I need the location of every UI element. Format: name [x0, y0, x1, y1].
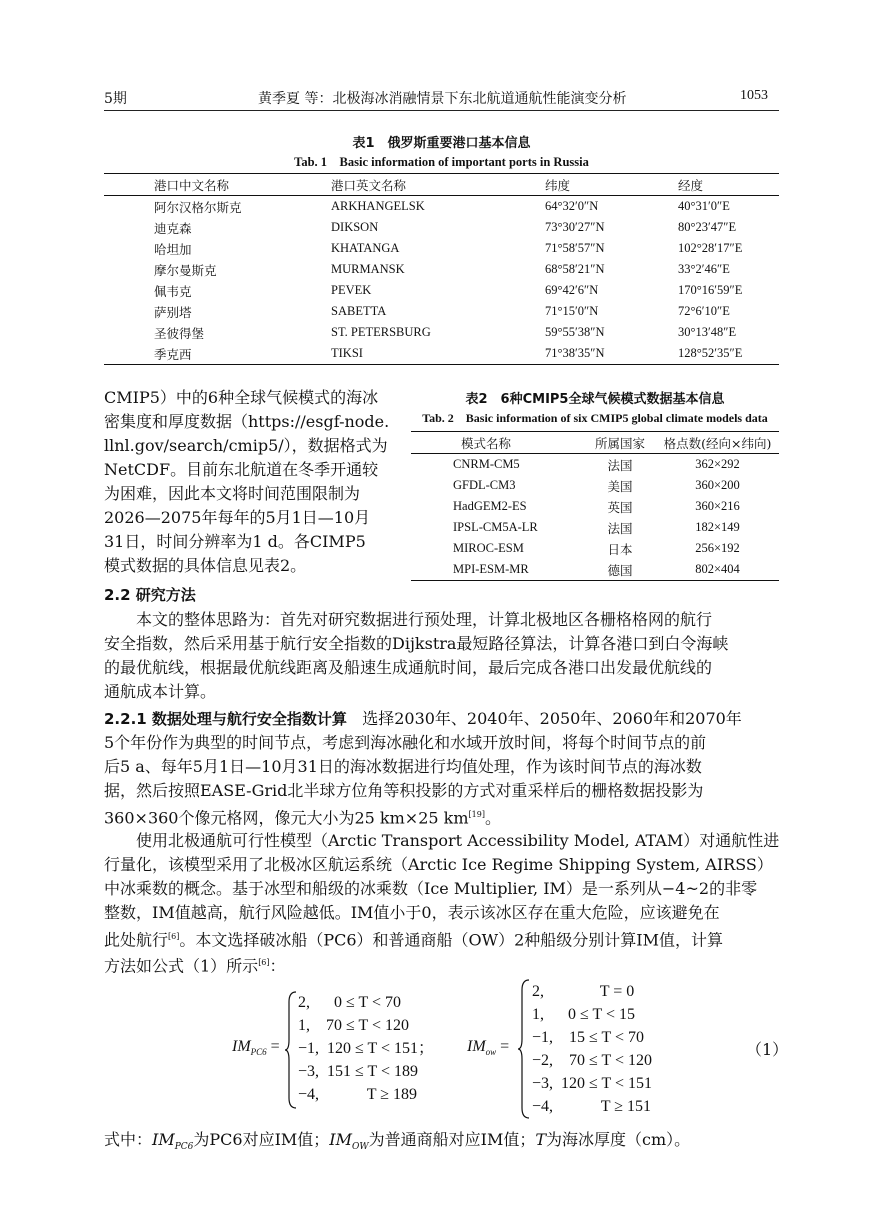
table-row: [411, 517, 779, 538]
left-brace-icon: [284, 990, 298, 1110]
table-row: [104, 196, 779, 218]
text-line: 通航成本计算。: [104, 682, 217, 701]
text-line: llnl.gov/search/cmip5/），数据格式为: [104, 436, 388, 455]
equation-lhs-ow: [467, 1038, 509, 1057]
section-2-2-1-first-line: [104, 707, 779, 731]
im-subscript: OW: [352, 1142, 369, 1153]
equals-sign: =: [270, 1038, 280, 1055]
table-cell: MURMANSK: [331, 262, 405, 276]
text-line: 模式数据的具体信息见表2。: [104, 556, 307, 575]
table-cell: MPI-ESM-MR: [453, 562, 529, 576]
section-heading-2-2: 2.2 研究方法: [104, 586, 196, 604]
table-cell: ST. PETERSBURG: [331, 325, 431, 339]
table-row: [104, 301, 779, 322]
equation-case: −1, 120 ≤ T < 151；: [298, 1040, 435, 1057]
table-cell: 圣彼得堡: [154, 325, 205, 341]
table-cell: SABETTA: [331, 304, 387, 318]
table-cell: TIKSI: [331, 346, 363, 360]
im-subscript: PC6: [250, 1047, 267, 1058]
issue-number: 5期: [104, 91, 127, 107]
table-cell: 法国: [607, 457, 633, 473]
equation-lhs-pc6: [232, 1038, 280, 1057]
section-heading-2-2-1: 2.2.1 数据处理与航行安全指数计算: [104, 710, 347, 728]
text-line: 密集度和厚度数据（https://esgf-node.: [104, 412, 390, 431]
table-cell: 英国: [607, 499, 633, 515]
table-header-cell: 模式名称: [461, 435, 512, 451]
table2-caption-en: Tab. 2 Basic information of six CMIP5 global climate models data: [422, 411, 768, 425]
running-title: 黄季夏 等：北极海冰消融情景下东北航道通航性能演变分析: [258, 91, 627, 107]
table-cell: 170°16′59″E: [678, 283, 743, 297]
table-row: [104, 343, 779, 365]
text-line: 的最优航线，根据最优航线距离及船速生成通航时间，最后完成各港口出发最优航线的: [104, 658, 713, 677]
equation-case: −1, 15 ≤ T < 70: [532, 1029, 645, 1046]
text-line: 行量化，该模型采用了北极冰区航运系统（Arctic Ice Regime Shipping System, AIRSS）: [104, 855, 773, 874]
left-brace-icon: [517, 978, 531, 1120]
table-header-row: [104, 174, 779, 196]
t-symbol: T: [535, 1130, 547, 1149]
table-cell: IPSL-CM5A-LR: [453, 520, 538, 534]
equation-cases-pc6: [298, 991, 434, 1106]
atam-paragraph: [104, 829, 779, 925]
text-line: 为困难，因此本文将时间范围限制为: [104, 484, 361, 503]
table-cell: 71°38′35″N: [545, 346, 605, 360]
table-cell: 102°28′17″E: [678, 241, 743, 255]
equation-case: −4, T ≥ 151: [532, 1098, 651, 1115]
text-line: 为海冰厚度（cm）。: [546, 1130, 691, 1149]
equation-cases-ow: [532, 980, 652, 1118]
table-cell: DIKSON: [331, 220, 379, 234]
table-cell: 72°6′10″E: [678, 304, 730, 318]
text-line: 31日，时间分辨率为1 d。各CIMP5: [104, 532, 366, 551]
table-cell: 128°52′35″E: [678, 346, 743, 360]
equation-case: 1, 0 ≤ T < 15: [532, 1006, 635, 1023]
left-column-text: [104, 386, 396, 578]
table-cell: 360×216: [695, 499, 740, 513]
section-2-2-1-paragraph: [104, 731, 779, 803]
text-line: 方法如公式（1）所示: [104, 956, 259, 976]
text-line: 整数，IM值越高，航行风险越低。IM值小于0，表示该冰区存在重大危险，应该避免在: [104, 903, 720, 922]
table2: [411, 431, 779, 581]
text-line: 为PC6对应IM值；: [193, 1130, 330, 1149]
text-line: [104, 925, 779, 952]
table-cell: 萨别塔: [154, 304, 192, 320]
equation-case: 2, T = 0: [532, 983, 635, 1000]
table-cell: 69°42′6″N: [545, 283, 599, 297]
table-cell: 802×404: [695, 562, 740, 576]
equation-case: 1, 70 ≤ T < 120: [298, 1017, 409, 1034]
table-cell: 33°2′46″E: [678, 262, 730, 276]
table-cell: 阿尔汉格尔斯克: [154, 199, 242, 215]
text-line: 。: [484, 808, 501, 828]
text-line: [104, 803, 779, 830]
table-cell: 佩韦克: [154, 283, 192, 299]
text-line: 据，然后按照EASE-Grid北半球方位角等积投影的方式对重采样后的栅格数据投影为: [104, 781, 704, 800]
section-2-2-paragraph: [104, 608, 779, 704]
im-subscript: PC6: [174, 1142, 194, 1153]
table1: [104, 173, 779, 365]
text-line: 为普通商船对应IM值；: [368, 1130, 536, 1149]
im-symbol: IM: [329, 1130, 352, 1149]
text-line: 本文的整体思路为：首先对研究数据进行预处理，计算北极地区各栅格格网的航行: [136, 610, 713, 629]
text-line: 使用北极通航可行性模型（Arctic Transport Accessibility Model, ATAM）对通航性进: [136, 831, 780, 850]
table-cell: 256×192: [695, 541, 740, 555]
table-cell: 法国: [607, 520, 633, 536]
text-line: NetCDF。目前东北航道在冬季开通较: [104, 460, 379, 479]
table-cell: 季克西: [154, 346, 192, 362]
text-line: 。本文选择破冰船（PC6）和普通商船（OW）2种船级分别计算IM值，计算: [179, 930, 723, 950]
text-line: CMIP5）中的6种全球气候模式的海冰: [104, 388, 379, 407]
text-line: 5个年份作为典型的时间节点，考虑到海冰融化和水域开放时间，将每个时间节点的前: [104, 733, 707, 752]
equation-case: −3, 151 ≤ T < 189: [298, 1063, 419, 1080]
table-cell: 360×200: [695, 478, 740, 492]
equation-case: −2, 70 ≤ T < 120: [532, 1052, 653, 1069]
table-cell: 日本: [607, 541, 633, 557]
table-cell: MIROC-ESM: [453, 541, 524, 555]
table-cell: 68°58′21″N: [545, 262, 605, 276]
im-symbol: IM: [152, 1130, 175, 1149]
table-cell: 摩尔曼斯克: [154, 262, 217, 278]
table-cell: 哈坦加: [154, 241, 192, 257]
table-cell: 59°55′38″N: [545, 325, 605, 339]
equals-sign: =: [500, 1038, 510, 1055]
table-row: [411, 475, 779, 496]
table-row: [411, 496, 779, 517]
table-row: [104, 238, 779, 259]
table-header-cell: 经度: [678, 177, 704, 193]
header-rule: [104, 110, 779, 111]
text-line: 中冰乘数的概念。基于冰型和船级的冰乘数（Ice Multiplier, IM）是一系列从−4~2的非零: [104, 879, 758, 898]
table-cell: ARKHANGELSK: [331, 199, 425, 213]
page-number: 1053: [740, 88, 768, 103]
table-header-cell: 所属国家: [594, 435, 645, 451]
table-cell: 71°58′57″N: [545, 241, 605, 255]
table-cell: 64°32′0″N: [545, 199, 599, 213]
text-line: 式中：: [104, 1130, 153, 1149]
table-cell: 30°13′48″E: [678, 325, 737, 339]
citation-19: [19]: [468, 810, 485, 819]
table-row: [104, 217, 779, 238]
table-row: [411, 454, 779, 476]
table-cell: 182×149: [695, 520, 740, 534]
citation-6: [6]: [168, 932, 180, 941]
table-cell: 71°15′0″N: [545, 304, 599, 318]
text-line: 后5 a、每年5月1日—10月31日的海冰数据进行均值处理，作为该时间节点的海冰数: [104, 757, 702, 776]
table2-caption-cn: 表2 6种CMIP5全球气候模式数据基本信息: [465, 392, 725, 407]
table-row: [411, 559, 779, 581]
table-cell: 德国: [607, 562, 633, 578]
table-cell: 迪克森: [154, 220, 192, 236]
table-header-row: [411, 432, 779, 454]
table-header-cell: 港口中文名称: [154, 177, 230, 193]
table1-caption-cn: 表1 俄罗斯重要港口基本信息: [352, 136, 531, 151]
table-cell: 73°30′27″N: [545, 220, 605, 234]
table-header-cell: 港口英文名称: [331, 177, 407, 193]
table-cell: CNRM-CM5: [453, 457, 520, 471]
table-row: [104, 259, 779, 280]
text-line: [104, 951, 779, 978]
im-symbol: IM: [232, 1038, 251, 1055]
table-cell: 40°31′0″E: [678, 199, 730, 213]
table1-caption-en: Tab. 1 Basic information of important ports in Russia: [294, 155, 589, 169]
text-line: 360×360个像元格网，像元大小为25 km×25 km: [104, 808, 469, 828]
text-line: ：: [269, 956, 286, 976]
im-symbol: IM: [467, 1038, 486, 1055]
equation-case: −3, 120 ≤ T < 151: [532, 1075, 653, 1092]
text-line: 此处航行: [104, 930, 169, 950]
table-header-cell: 格点数(经向×纬向): [663, 435, 772, 451]
variable-definitions: [104, 1128, 779, 1159]
table-cell: 美国: [607, 478, 633, 494]
im-subscript: ow: [485, 1047, 497, 1058]
equation-number: （1）: [746, 1040, 789, 1059]
table-row: [104, 322, 779, 343]
equation-case: 2, 0 ≤ T < 70: [298, 994, 401, 1011]
citation-6: [6]: [258, 958, 270, 967]
table-cell: 80°23′47″E: [678, 220, 737, 234]
table-header-cell: 纬度: [545, 177, 571, 193]
text-line: 选择2030年、2040年、2050年、2060年和2070年: [362, 709, 742, 728]
table-row: [104, 280, 779, 301]
table-cell: KHATANGA: [331, 241, 400, 255]
table-cell: PEVEK: [331, 283, 372, 297]
table-cell: 362×292: [695, 457, 740, 471]
table-row: [411, 538, 779, 559]
text-line: 2026—2075年每年的5月1日—10月: [104, 508, 371, 527]
table-cell: GFDL-CM3: [453, 478, 516, 492]
equation-case: −4, T ≥ 189: [298, 1086, 417, 1103]
table-cell: HadGEM2-ES: [453, 499, 527, 513]
text-line: 安全指数，然后采用基于航行安全指数的Dijkstra最短路径算法，计算各港口到白令海峡: [104, 634, 729, 653]
